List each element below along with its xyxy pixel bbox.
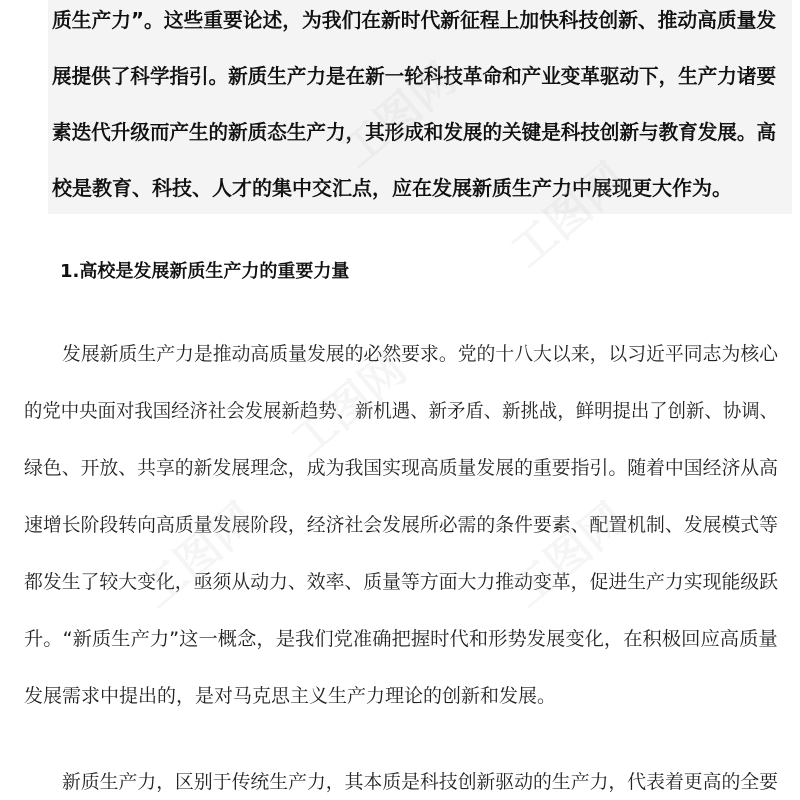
paragraph-line: 速增长阶段转向高质量发展阶段，经济社会发展所必需的条件要素、配置机制、发展模式等: [24, 514, 779, 536]
watermark: 工图网: [281, 343, 416, 468]
paragraph-line: 发展需求中提出的，是对马克思主义生产力理论的创新和发展。: [24, 685, 557, 707]
top-paragraph-line: 展提供了科学指引。新质生产力是在新一轮科技革命和产业变革驱动下，生产力诸要: [52, 64, 777, 88]
paragraph-line: 都发生了较大变化，亟须从动力、效率、质量等方面大力推动变革，促进生产力实现能级跃: [24, 571, 779, 593]
top-paragraph-line: 质生产力”。这些重要论述，为我们在新时代新征程上加快科技创新、推动高质量发: [52, 8, 777, 32]
paragraph-line: 发展新质生产力是推动高质量发展的必然要求。党的十八大以来，以习近平同志为核心: [62, 343, 779, 365]
top-paragraph-line: 素迭代升级而产生的新质态生产力，其形成和发展的关键是科技创新与教育发展。高: [52, 120, 777, 144]
paragraph-line: 新质生产力，区别于传统生产力，其本质是科技创新驱动的生产力，代表着更高的全要: [62, 771, 779, 793]
watermark: 工图网: [501, 493, 636, 618]
paragraph-line: 的党中央面对我国经济社会发展新趋势、新机遇、新矛盾、新挑战，鲜明提出了创新、协调、: [24, 400, 779, 422]
paragraph-line: 升。“新质生产力”这一概念，是我们党准确把握时代和形势发展变化，在积极回应高质量: [24, 628, 778, 650]
watermark: 工图网: [131, 493, 266, 618]
paragraph-line: 绿色、开放、共享的新发展理念，成为我国实现高质量发展的重要指引。随着中国经济从高: [24, 457, 779, 479]
section-heading: 1.高校是发展新质生产力的重要力量: [60, 261, 350, 282]
top-paragraph-line: 校是教育、科技、人才的集中交汇点，应在发展新质生产力中展现更大作为。: [52, 176, 732, 200]
watermark: 工图网: [501, 153, 636, 278]
